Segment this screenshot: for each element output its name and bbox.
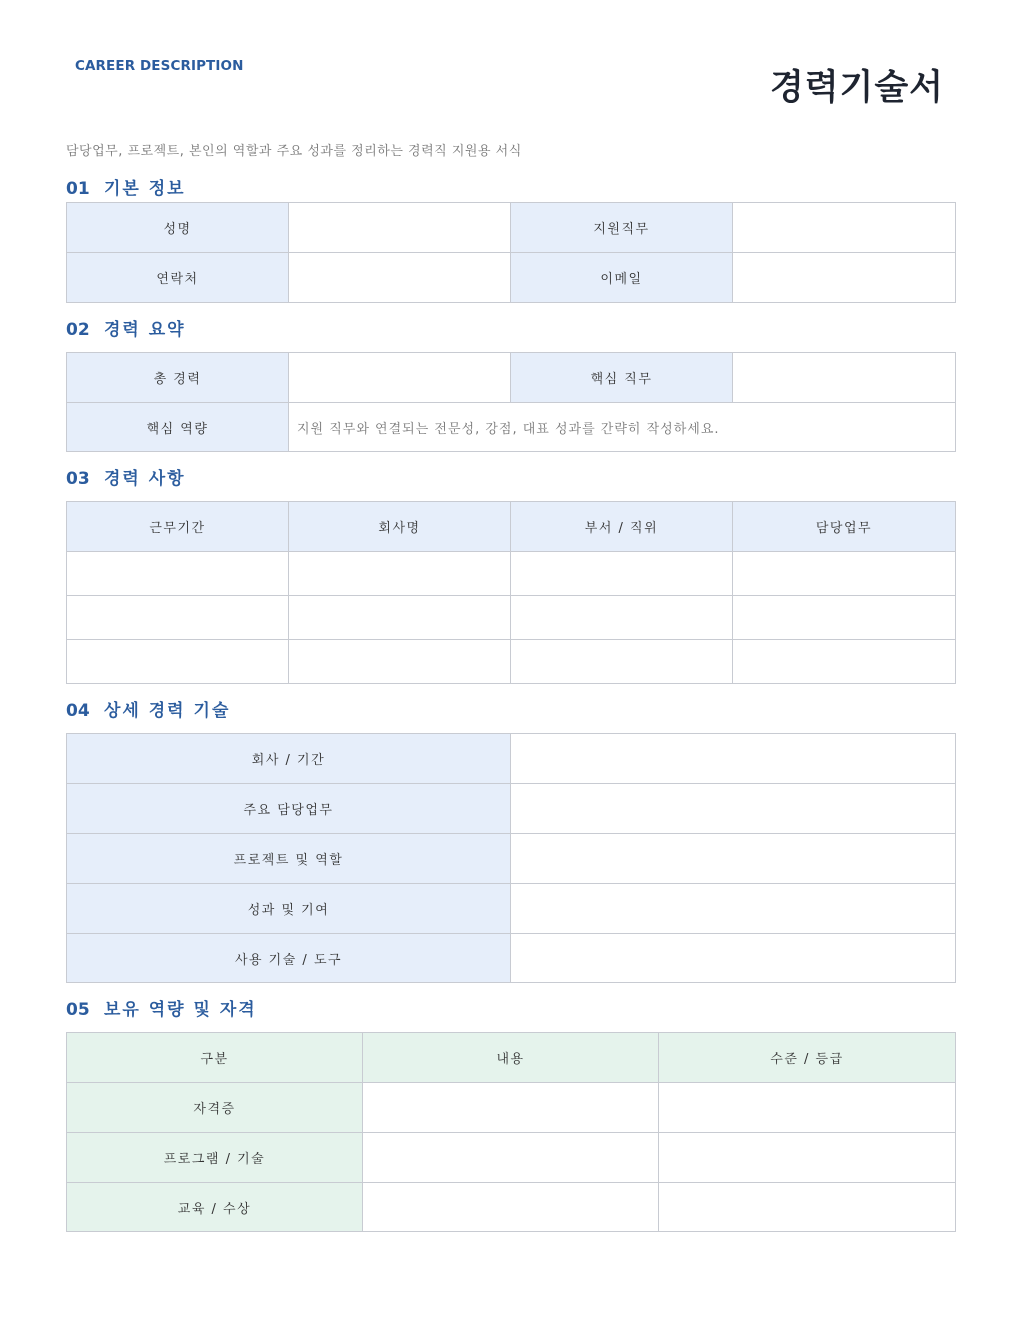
phone-label: 연락처: [67, 253, 289, 303]
certificate-label: 자격증: [67, 1083, 363, 1133]
content-cell[interactable]: [363, 1083, 659, 1133]
column-header-duties: 담당업무: [733, 502, 956, 552]
section-number: 05: [66, 1000, 90, 1020]
name-field[interactable]: [289, 203, 511, 253]
period-cell[interactable]: [67, 596, 289, 640]
total-career-label: 총 경력: [67, 353, 289, 403]
table-row: [67, 1183, 956, 1232]
eyebrow-label: CAREER DESCRIPTION: [75, 58, 244, 74]
email-field[interactable]: [733, 253, 956, 303]
job-field[interactable]: [733, 203, 956, 253]
table-row: [67, 734, 956, 784]
section-number: 02: [66, 320, 90, 340]
table-row: [67, 552, 956, 596]
column-header-period: 근무기간: [67, 502, 289, 552]
career-history-table: [66, 501, 956, 684]
project-role-field[interactable]: [511, 834, 956, 884]
table-row: [67, 784, 956, 834]
table-row: [67, 834, 956, 884]
program-skill-label: 프로그램 / 기술: [67, 1133, 363, 1183]
dept-position-cell[interactable]: [511, 596, 733, 640]
core-competency-label: 핵심 역량: [67, 403, 289, 452]
level-cell[interactable]: [659, 1083, 956, 1133]
section-title: 보유 역량 및 자격: [104, 1000, 257, 1020]
page-title: 경력기술서: [769, 68, 944, 108]
section-heading-career-summary: [66, 315, 186, 340]
tools-field[interactable]: [511, 934, 956, 983]
total-career-field[interactable]: [289, 353, 511, 403]
page-subtitle: 담당업무, 프로젝트, 본인의 역할과 주요 성과를 정리하는 경력직 지원용 서식: [66, 144, 522, 159]
phone-field[interactable]: [289, 253, 511, 303]
name-label: 성명: [67, 203, 289, 253]
level-cell[interactable]: [659, 1133, 956, 1183]
table-row: [67, 884, 956, 934]
skills-table: [66, 1032, 956, 1232]
basic-info-table: [66, 202, 956, 303]
section-heading-detailed-career: [66, 696, 230, 721]
email-label: 이메일: [511, 253, 733, 303]
core-competency-field[interactable]: 지원 직무와 연결되는 전문성, 강점, 대표 성과를 간략히 작성하세요.: [289, 403, 956, 452]
column-header-level: 수준 / 등급: [659, 1033, 956, 1083]
company-cell[interactable]: [289, 552, 511, 596]
main-duties-field[interactable]: [511, 784, 956, 834]
tools-label: 사용 기술 / 도구: [67, 934, 511, 983]
column-header-dept-position: 부서 / 직위: [511, 502, 733, 552]
level-cell[interactable]: [659, 1183, 956, 1232]
company-period-field[interactable]: [511, 734, 956, 784]
career-summary-table: [66, 352, 956, 452]
duties-cell[interactable]: [733, 596, 956, 640]
content-cell[interactable]: [363, 1133, 659, 1183]
section-number: 04: [66, 701, 90, 721]
section-title: 경력 사항: [104, 469, 186, 489]
education-award-label: 교육 / 수상: [67, 1183, 363, 1232]
achievement-field[interactable]: [511, 884, 956, 934]
table-row: [67, 596, 956, 640]
column-header-content: 내용: [363, 1033, 659, 1083]
period-cell[interactable]: [67, 552, 289, 596]
table-row: [67, 1133, 956, 1183]
company-cell[interactable]: [289, 596, 511, 640]
column-header-company: 회사명: [289, 502, 511, 552]
main-duties-label: 주요 담당업무: [67, 784, 511, 834]
section-number: 03: [66, 469, 90, 489]
project-role-label: 프로젝트 및 역할: [67, 834, 511, 884]
period-cell[interactable]: [67, 640, 289, 684]
dept-position-cell[interactable]: [511, 552, 733, 596]
column-header-category: 구분: [67, 1033, 363, 1083]
dept-position-cell[interactable]: [511, 640, 733, 684]
section-title: 기본 정보: [104, 179, 186, 199]
section-heading-career-history: [66, 464, 186, 489]
duties-cell[interactable]: [733, 640, 956, 684]
detailed-career-table: [66, 733, 956, 983]
content-cell[interactable]: [363, 1183, 659, 1232]
company-period-label: 회사 / 기간: [67, 734, 511, 784]
section-heading-basic-info: [66, 174, 186, 199]
table-row: [67, 934, 956, 983]
core-job-label: 핵심 직무: [511, 353, 733, 403]
table-row: [67, 1083, 956, 1133]
table-row: [67, 640, 956, 684]
section-number: 01: [66, 179, 90, 199]
job-label: 지원직무: [511, 203, 733, 253]
duties-cell[interactable]: [733, 552, 956, 596]
section-title: 상세 경력 기술: [104, 701, 231, 721]
company-cell[interactable]: [289, 640, 511, 684]
section-title: 경력 요약: [104, 320, 186, 340]
section-heading-skills-qualifications: [66, 995, 257, 1020]
core-job-field[interactable]: [733, 353, 956, 403]
achievement-label: 성과 및 기여: [67, 884, 511, 934]
